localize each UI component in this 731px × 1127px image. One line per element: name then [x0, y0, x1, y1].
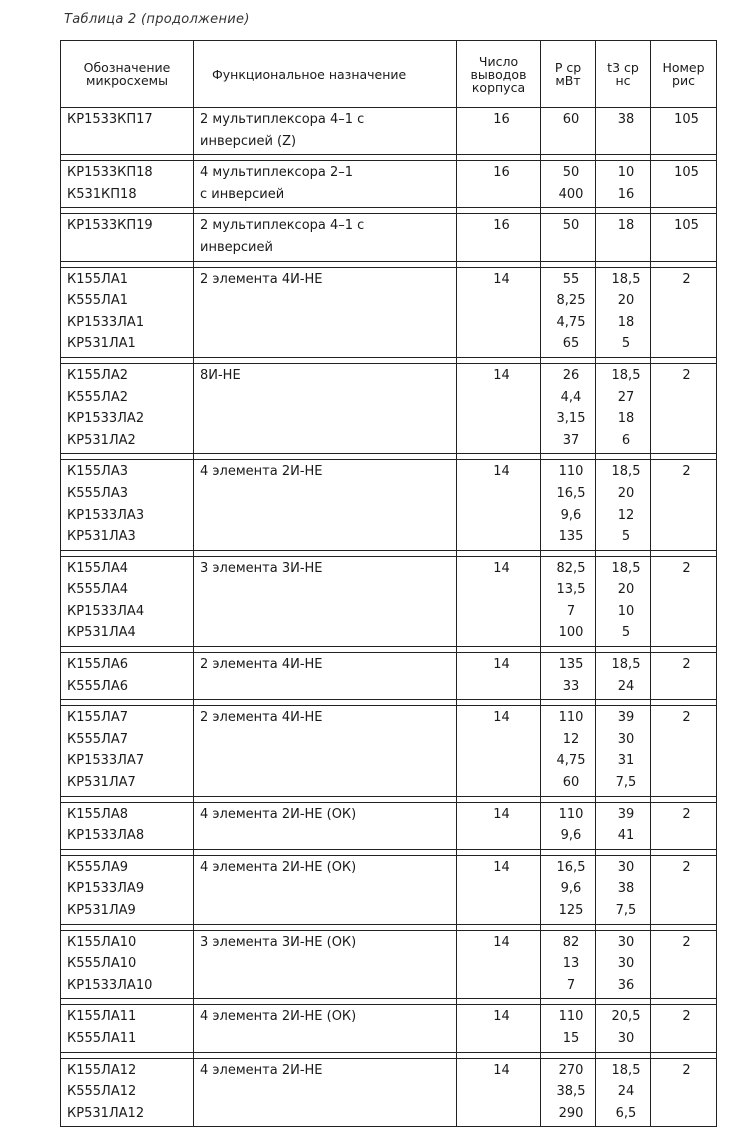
- power-line: 38,5: [556, 1084, 586, 1100]
- table-row: [61, 108, 717, 155]
- power-cell: [541, 460, 596, 550]
- header-line: Р ср: [554, 60, 582, 75]
- figure-cell: 2: [651, 930, 717, 999]
- power-line: 82: [562, 934, 580, 950]
- power-line: 60: [562, 775, 580, 791]
- power-line: 110: [558, 710, 584, 726]
- designation-line: К555ЛА12: [67, 1084, 137, 1100]
- delay-line: 7,5: [615, 903, 637, 918]
- delay-line: 6,5: [615, 1105, 637, 1121]
- function-cell: [194, 161, 457, 208]
- header-line: мВт: [555, 73, 581, 88]
- function-cell: [194, 930, 457, 999]
- designation-line: КР1533КП17: [67, 112, 153, 127]
- power-cell: [541, 706, 596, 796]
- function-cell: [194, 855, 457, 924]
- designation-line: КР1533ЛА2: [67, 411, 145, 427]
- pins-cell: 16: [457, 214, 541, 261]
- figure-cell: 2: [651, 267, 717, 357]
- pins-cell: 14: [457, 363, 541, 453]
- delay-line: 18,5: [611, 271, 641, 287]
- delay-line: 10: [617, 603, 635, 619]
- power-line: 400: [558, 186, 584, 202]
- table-row: [61, 161, 717, 208]
- function-cell: [194, 214, 457, 261]
- designation-line: К155ЛА4: [67, 560, 128, 576]
- function-line: 2 элемента 4И-НЕ: [200, 657, 323, 673]
- power-line: 37: [562, 432, 580, 448]
- pins-cell: 14: [457, 1005, 541, 1052]
- figure-cell: 2: [651, 802, 717, 849]
- designation-line: КР1533ЛА3: [67, 507, 145, 523]
- pins-cell: 14: [457, 802, 541, 849]
- designation-cell: [61, 855, 194, 924]
- delay-line: 18,5: [611, 560, 641, 576]
- designation-line: КР531ЛА1: [67, 336, 136, 352]
- power-line: 12: [562, 731, 580, 747]
- table-row: [61, 267, 717, 357]
- designation-cell: [61, 653, 194, 700]
- designation-cell: [61, 930, 194, 999]
- power-line: 33: [562, 678, 580, 694]
- function-line: 2 мультиплексора 4–1 с: [200, 218, 365, 234]
- table-row: [61, 460, 717, 550]
- power-cell: [541, 214, 596, 261]
- designation-line: КР1533ЛА7: [67, 753, 145, 769]
- function-line: 3 элемента 3И-НЕ: [200, 560, 323, 576]
- delay-cell: [596, 1058, 651, 1127]
- designation-cell: [61, 108, 194, 155]
- delay-line: 18: [617, 411, 635, 427]
- delay-line: 41: [617, 828, 635, 844]
- pins-cell: 16: [457, 161, 541, 208]
- header-line: выводов: [470, 66, 527, 82]
- designation-line: К155ЛА6: [67, 657, 128, 673]
- header-designation: [61, 41, 194, 108]
- power-cell: [541, 855, 596, 924]
- power-line: 13: [562, 956, 580, 972]
- designation-cell: [61, 460, 194, 550]
- pins-cell: 14: [457, 855, 541, 924]
- power-line: 82,5: [556, 560, 586, 576]
- power-line: 135: [558, 657, 584, 673]
- designation-cell: [61, 267, 194, 357]
- designation-line: КР1533КП19: [67, 218, 153, 234]
- function-line: 4 элемента 2И-НЕ: [200, 464, 323, 480]
- designation-line: КР531ЛА9: [67, 903, 136, 918]
- designation-line: К155ЛА12: [67, 1062, 137, 1078]
- power-line: 15: [562, 1030, 580, 1046]
- figure-cell: 2: [651, 706, 717, 796]
- function-cell: [194, 267, 457, 357]
- designation-line: К555ЛА7: [67, 731, 128, 747]
- header-pins: [457, 41, 541, 108]
- designation-cell: [61, 556, 194, 646]
- power-cell: [541, 1005, 596, 1052]
- header-line: t3 ср: [607, 60, 639, 75]
- designation-line: К555ЛА1: [67, 293, 128, 309]
- header-row: [61, 41, 717, 108]
- power-cell: [541, 930, 596, 999]
- delay-line: 18,5: [611, 657, 641, 673]
- power-line: 13,5: [556, 582, 586, 598]
- table-row: [61, 802, 717, 849]
- delay-line: 36: [617, 977, 635, 993]
- power-line: 16,5: [556, 859, 586, 875]
- delay-line: 5: [621, 336, 631, 352]
- designation-line: КР1533КП18: [67, 165, 153, 181]
- power-line: 9,6: [560, 828, 582, 844]
- header-line: Число: [478, 53, 519, 69]
- power-line: 55: [562, 271, 580, 287]
- delay-line: 30: [617, 934, 635, 950]
- designation-line: К155ЛА1: [67, 271, 128, 287]
- designation-line: К555ЛА4: [67, 582, 128, 598]
- function-cell: [194, 706, 457, 796]
- power-line: 290: [558, 1105, 584, 1121]
- header-line: Обозначение: [83, 60, 171, 75]
- table-row: [61, 653, 717, 700]
- function-cell: [194, 1005, 457, 1052]
- function-cell: [194, 363, 457, 453]
- power-line: 270: [558, 1062, 584, 1078]
- function-line: 8И-НЕ: [200, 367, 241, 383]
- table-row: [61, 363, 717, 453]
- pins-cell: 14: [457, 460, 541, 550]
- designation-cell: [61, 706, 194, 796]
- power-cell: [541, 108, 596, 155]
- figure-cell: 2: [651, 363, 717, 453]
- power-line: 16,5: [556, 485, 586, 501]
- power-line: 7: [566, 977, 576, 993]
- delay-line: 18: [617, 218, 635, 234]
- delay-cell: [596, 930, 651, 999]
- delay-cell: [596, 802, 651, 849]
- delay-line: 18,5: [611, 367, 641, 383]
- header-figure: [651, 41, 717, 108]
- designation-line: КР1533ЛА1: [67, 314, 145, 330]
- function-line: инверсией (Z): [200, 133, 297, 149]
- function-line: 4 элемента 2И-НЕ (ОК): [200, 859, 357, 875]
- designation-line: КР1533ЛА4: [67, 603, 145, 619]
- delay-line: 7,5: [615, 775, 637, 791]
- delay-line: 30: [617, 859, 635, 875]
- delay-line: 18,5: [611, 464, 641, 480]
- designation-line: К155ЛА11: [67, 1009, 137, 1025]
- header-line: Номер: [662, 60, 705, 75]
- designation-line: КР1533ЛА10: [67, 977, 153, 993]
- function-line: инверсией: [200, 239, 273, 255]
- power-line: 135: [558, 529, 584, 545]
- delay-line: 20: [617, 485, 635, 501]
- designation-line: КР531ЛА7: [67, 775, 136, 791]
- delay-line: 39: [617, 806, 635, 822]
- table-row: [61, 1058, 717, 1127]
- function-cell: [194, 556, 457, 646]
- table-row: [61, 1005, 717, 1052]
- power-line: 50: [562, 218, 580, 234]
- header-line: рис: [672, 73, 695, 88]
- designation-line: К555ЛА10: [67, 956, 137, 972]
- power-cell: [541, 802, 596, 849]
- delay-line: 27: [617, 389, 635, 405]
- function-line: 3 элемента 3И-НЕ (ОК): [200, 934, 357, 950]
- delay-cell: [596, 855, 651, 924]
- pins-cell: 14: [457, 556, 541, 646]
- figure-cell: 2: [651, 1005, 717, 1052]
- power-line: 100: [558, 625, 584, 641]
- delay-line: 38: [617, 112, 635, 127]
- power-line: 8,25: [556, 293, 586, 309]
- delay-cell: [596, 706, 651, 796]
- power-cell: [541, 1058, 596, 1127]
- power-line: 4,4: [560, 389, 582, 405]
- delay-line: 38: [617, 881, 635, 897]
- delay-line: 39: [617, 710, 635, 726]
- designation-line: К155ЛА10: [67, 934, 137, 950]
- delay-cell: [596, 1005, 651, 1052]
- power-cell: [541, 556, 596, 646]
- delay-line: 20,5: [611, 1009, 641, 1025]
- figure-cell: 2: [651, 1058, 717, 1127]
- header-line: корпуса: [471, 79, 526, 95]
- delay-line: 31: [617, 753, 635, 769]
- pins-cell: 14: [457, 653, 541, 700]
- delay-cell: [596, 108, 651, 155]
- header-line: нс: [615, 73, 631, 88]
- delay-cell: [596, 460, 651, 550]
- function-line: 4 элемента 2И-НЕ (ОК): [200, 806, 357, 822]
- power-line: 110: [558, 464, 584, 480]
- function-line: 4 элемента 2И-НЕ (ОК): [200, 1009, 357, 1025]
- delay-cell: [596, 363, 651, 453]
- delay-line: 24: [617, 1084, 635, 1100]
- table-row: [61, 855, 717, 924]
- designation-line: КР1533ЛА8: [67, 828, 145, 844]
- power-line: 9,6: [560, 881, 582, 897]
- power-line: 7: [566, 603, 576, 619]
- delay-line: 24: [617, 678, 635, 694]
- power-cell: [541, 267, 596, 357]
- figure-cell: 105: [651, 161, 717, 208]
- designation-line: К155ЛА2: [67, 367, 128, 383]
- delay-line: 5: [621, 625, 631, 641]
- power-line: 60: [562, 112, 580, 127]
- header-power: [541, 41, 596, 108]
- delay-cell: [596, 267, 651, 357]
- delay-line: 30: [617, 1030, 635, 1046]
- designation-line: К555ЛА9: [67, 859, 128, 875]
- designation-line: К155ЛА7: [67, 710, 128, 726]
- power-line: 4,75: [556, 314, 586, 330]
- function-line: 4 элемента 2И-НЕ: [200, 1062, 323, 1078]
- designation-cell: [61, 363, 194, 453]
- designation-cell: [61, 802, 194, 849]
- power-line: 65: [562, 336, 580, 352]
- delay-line: 30: [617, 956, 635, 972]
- header-delay: [596, 41, 651, 108]
- figure-cell: 2: [651, 460, 717, 550]
- pins-cell: 16: [457, 108, 541, 155]
- function-line: 2 элемента 4И-НЕ: [200, 710, 323, 726]
- power-cell: [541, 653, 596, 700]
- designation-line: КР531ЛА4: [67, 625, 136, 641]
- delay-line: 6: [621, 432, 631, 448]
- table-body: [61, 108, 717, 1127]
- table-row: [61, 214, 717, 261]
- table-row: [61, 556, 717, 646]
- delay-cell: [596, 556, 651, 646]
- figure-cell: 2: [651, 556, 717, 646]
- designation-line: К555ЛА2: [67, 389, 128, 405]
- designation-line: К555ЛА3: [67, 485, 128, 501]
- designation-cell: [61, 161, 194, 208]
- delay-line: 30: [617, 731, 635, 747]
- power-line: 26: [562, 367, 580, 383]
- designation-line: КР531ЛА12: [67, 1105, 145, 1121]
- delay-cell: [596, 653, 651, 700]
- pins-cell: 14: [457, 267, 541, 357]
- power-line: 50: [562, 165, 580, 181]
- designation-line: К555ЛА11: [67, 1030, 137, 1046]
- delay-cell: [596, 214, 651, 261]
- figure-cell: 105: [651, 108, 717, 155]
- power-line: 125: [558, 903, 584, 918]
- power-line: 110: [558, 806, 584, 822]
- figure-cell: 2: [651, 855, 717, 924]
- table-caption: Таблица 2 (продолжение): [64, 12, 250, 27]
- designation-cell: [61, 1058, 194, 1127]
- designation-line: К531КП18: [67, 186, 137, 202]
- function-cell: [194, 653, 457, 700]
- function-line: с инверсией: [200, 186, 285, 202]
- designation-cell: [61, 1005, 194, 1052]
- delay-line: 20: [617, 582, 635, 598]
- designation-line: К155ЛА3: [67, 464, 128, 480]
- function-cell: [194, 460, 457, 550]
- power-cell: [541, 161, 596, 208]
- chip-spec-table: [60, 40, 717, 1127]
- function-cell: [194, 108, 457, 155]
- power-line: 4,75: [556, 753, 586, 769]
- table-row: [61, 706, 717, 796]
- delay-line: 10: [617, 165, 635, 181]
- delay-cell: [596, 161, 651, 208]
- function-cell: [194, 802, 457, 849]
- delay-line: 16: [617, 186, 635, 202]
- header-function: Функциональное назначение: [194, 41, 457, 108]
- delay-line: 18,5: [611, 1062, 641, 1078]
- function-line: 4 мультиплексора 2–1: [200, 165, 354, 181]
- pins-cell: 14: [457, 1058, 541, 1127]
- pins-cell: 14: [457, 706, 541, 796]
- delay-line: 5: [621, 529, 631, 545]
- function-line: 2 мультиплексора 4–1 с: [200, 112, 365, 127]
- pins-cell: 14: [457, 930, 541, 999]
- table-row: [61, 930, 717, 999]
- delay-line: 18: [617, 314, 635, 330]
- power-line: 3,15: [556, 411, 586, 427]
- function-line: 2 элемента 4И-НЕ: [200, 271, 323, 287]
- designation-line: КР531ЛА3: [67, 529, 136, 545]
- figure-cell: 2: [651, 653, 717, 700]
- power-line: 110: [558, 1009, 584, 1025]
- designation-line: КР531ЛА2: [67, 432, 136, 448]
- delay-line: 12: [617, 507, 635, 523]
- designation-line: К155ЛА8: [67, 806, 128, 822]
- power-line: 9,6: [560, 507, 582, 523]
- designation-cell: [61, 214, 194, 261]
- designation-line: К555ЛА6: [67, 678, 128, 694]
- delay-line: 20: [617, 293, 635, 309]
- header-line: микросхемы: [86, 73, 168, 88]
- power-cell: [541, 363, 596, 453]
- designation-line: КР1533ЛА9: [67, 881, 145, 897]
- function-cell: [194, 1058, 457, 1127]
- figure-cell: 105: [651, 214, 717, 261]
